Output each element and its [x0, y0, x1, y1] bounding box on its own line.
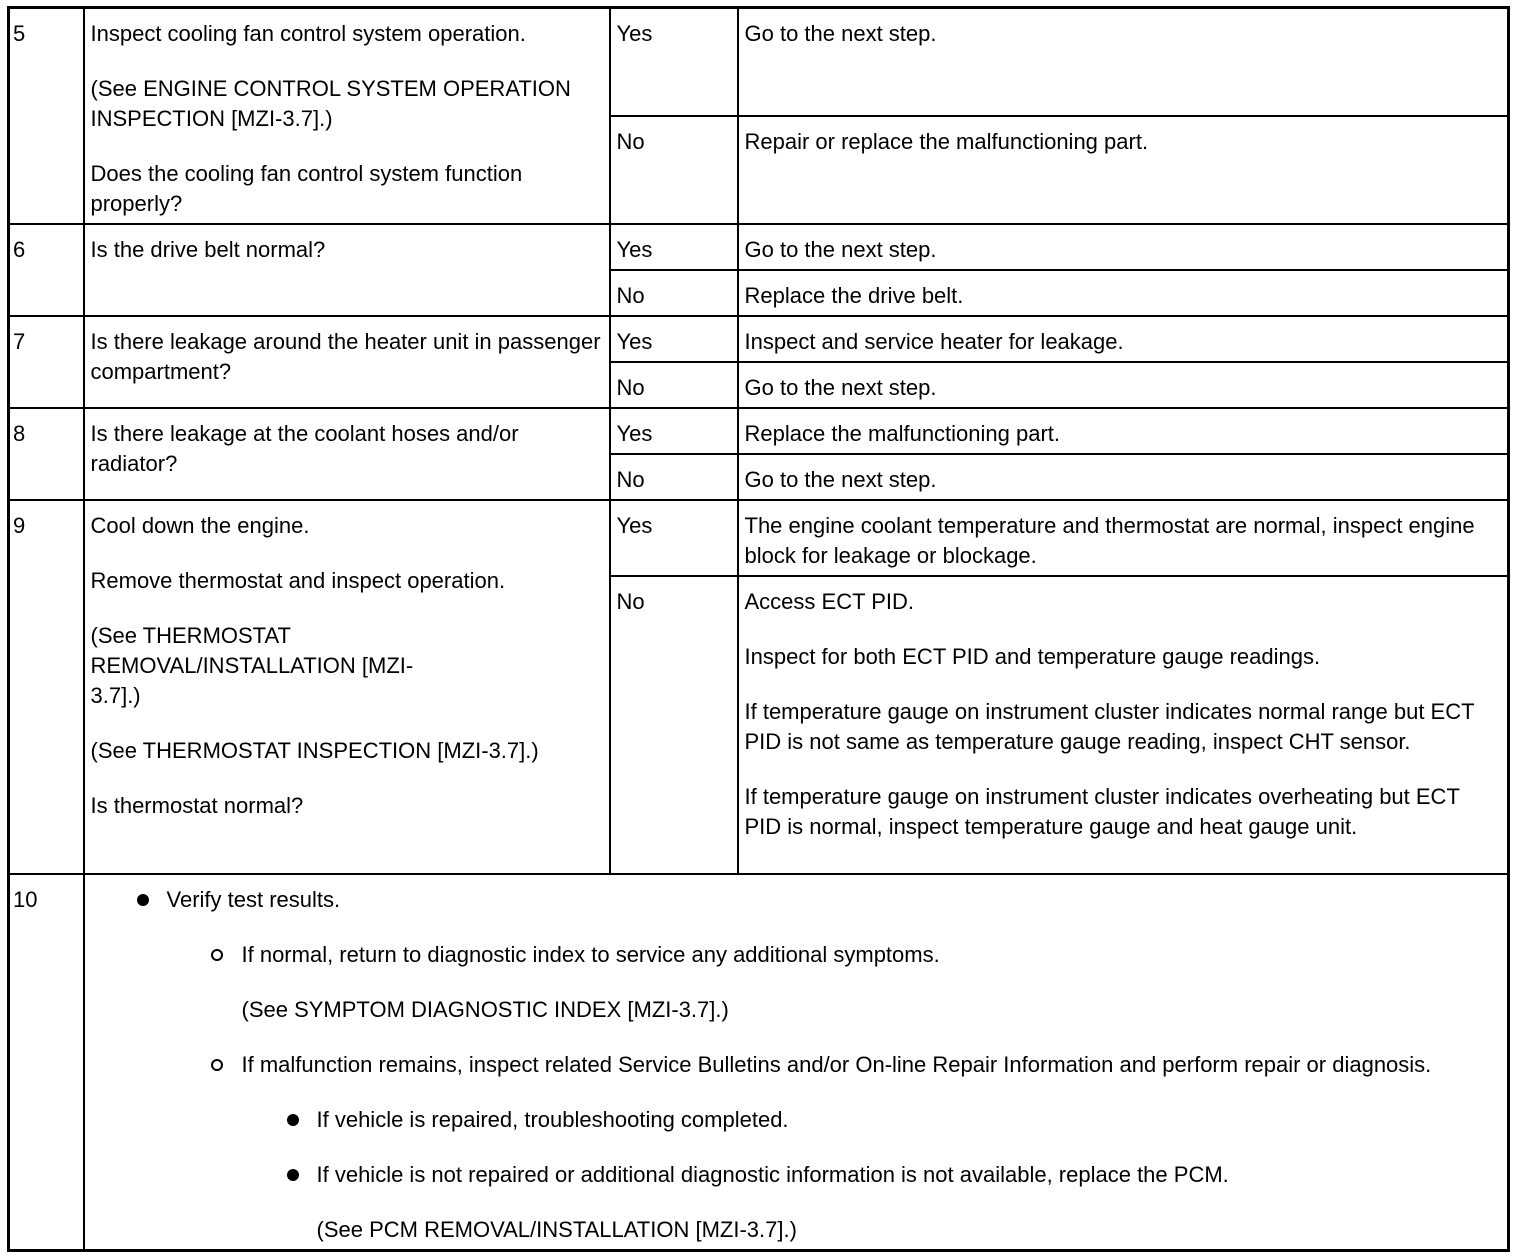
action-question: Is thermostat normal? — [90, 793, 304, 818]
action-reference: (See ENGINE CONTROL SYSTEM OPERATION INSPECTION [MZI-3.7].) — [90, 76, 571, 131]
circle-bullet-icon — [211, 949, 223, 961]
no-label: No — [610, 362, 738, 408]
list-item-text: If malfunction remains, inspect related Service Bulletins and/or On-line Repair Information and perform repair or diagnosis. — [241, 1052, 1432, 1077]
result-text: Access ECT PID. — [744, 589, 915, 614]
no-label: No — [610, 116, 738, 224]
yes-label: Yes — [610, 224, 738, 270]
yes-label: Yes — [610, 8, 738, 116]
result-text: Go to the next step. — [744, 21, 937, 46]
yes-label: Yes — [610, 316, 738, 362]
no-label: No — [610, 270, 738, 316]
yes-label: Yes — [610, 408, 738, 454]
step-action — [84, 874, 1509, 1251]
verify-list — [85, 885, 1502, 1245]
step-number: 6 — [9, 224, 84, 316]
yes-result — [738, 8, 1509, 116]
result-text: Replace the drive belt. — [744, 283, 964, 308]
list-item — [233, 1050, 1502, 1080]
result-text: Go to the next step. — [744, 375, 937, 400]
bullet-icon — [137, 894, 149, 906]
step-number: 10 — [9, 874, 84, 1251]
list-item — [159, 885, 1502, 915]
bullet-icon — [287, 1114, 299, 1126]
action-reference: (See THERMOSTAT INSPECTION [MZI-3.7].) — [90, 738, 539, 763]
action-text: Remove thermostat and inspect operation. — [90, 568, 506, 593]
yes-result — [738, 316, 1509, 362]
action-question: Is the drive belt normal? — [90, 237, 326, 262]
step-action — [84, 408, 610, 500]
yes-result — [738, 224, 1509, 270]
result-text: Repair or replace the malfunctioning part. — [744, 128, 1149, 154]
yes-label: Yes — [610, 500, 738, 576]
list-item — [309, 1160, 1502, 1245]
bullet-icon — [287, 1169, 299, 1181]
step-action — [84, 500, 610, 874]
no-result — [738, 362, 1509, 408]
no-result — [738, 454, 1509, 500]
circle-bullet-icon — [211, 1059, 223, 1071]
yes-result — [738, 408, 1509, 454]
no-result — [738, 116, 1509, 224]
action-reference: (See THERMOSTAT REMOVAL/INSTALLATION [MZI-3.7].) — [90, 623, 414, 708]
result-text: If temperature gauge on instrument cluster indicates overheating but ECT PID is normal, inspect temperature gauge and heat gauge unit. — [744, 784, 1460, 839]
list-item-text: Verify test results. — [166, 887, 341, 912]
no-result — [738, 270, 1509, 316]
diagnostic-table — [7, 6, 1510, 1252]
no-label: No — [610, 576, 738, 874]
list-item-reference: (See PCM REMOVAL/INSTALLATION [MZI-3.7].) — [316, 1217, 797, 1242]
result-text: The engine coolant temperature and thermostat are normal, inspect engine block for leakage or blockage. — [744, 513, 1475, 568]
result-text: Inspect for both ECT PID and temperature gauge readings. — [744, 644, 1321, 669]
action-question: Does the cooling fan control system function properly? — [90, 161, 523, 216]
list-item-text: If normal, return to diagnostic index to service any additional symptoms. — [241, 942, 940, 967]
result-text: Replace the malfunctioning part. — [744, 421, 1061, 446]
list-item — [233, 940, 1502, 1025]
step-number: 9 — [9, 500, 84, 874]
result-text: If temperature gauge on instrument cluster indicates normal range but ECT PID is not same as temperature gauge reading, inspect CHT sensor. — [744, 699, 1475, 754]
no-label: No — [610, 454, 738, 500]
result-text: Inspect and service heater for leakage. — [744, 329, 1124, 354]
list-item-text: If vehicle is repaired, troubleshooting completed. — [316, 1107, 789, 1132]
list-item-reference: (See SYMPTOM DIAGNOSTIC INDEX [MZI-3.7].) — [241, 997, 729, 1022]
list-item — [309, 1105, 1502, 1135]
step-number: 5 — [9, 8, 84, 225]
action-question: Is there leakage at the coolant hoses and/or radiator? — [90, 421, 519, 476]
list-item-text: If vehicle is not repaired or additional diagnostic information is not available, replace the PCM. — [316, 1162, 1229, 1187]
step-number: 8 — [9, 408, 84, 500]
step-number: 7 — [9, 316, 84, 408]
action-question: Is there leakage around the heater unit in passenger compartment? — [90, 329, 601, 384]
step-action — [84, 8, 610, 225]
yes-result — [738, 500, 1509, 576]
action-text: Cool down the engine. — [90, 513, 310, 538]
step-action — [84, 224, 610, 316]
result-text: Go to the next step. — [744, 467, 937, 492]
result-text: Go to the next step. — [744, 237, 937, 262]
no-result — [738, 576, 1509, 874]
action-text: Inspect cooling fan control system operation. — [90, 21, 526, 46]
step-action — [84, 316, 610, 408]
